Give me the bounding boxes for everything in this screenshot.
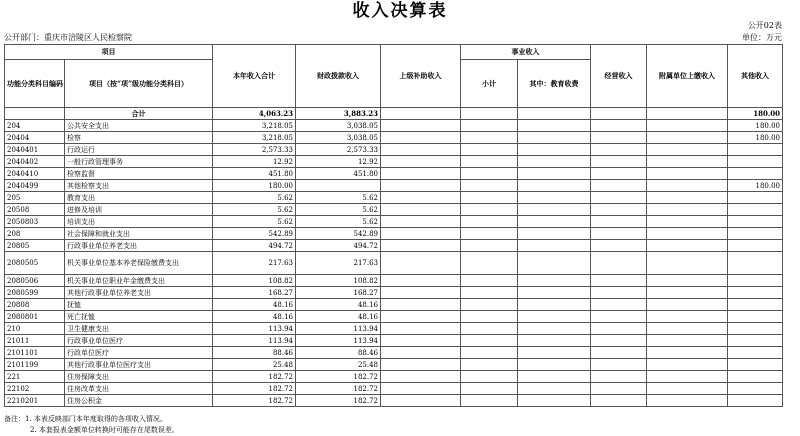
- cell-fiscal: 451.80: [296, 168, 381, 180]
- cell-affiliated: [647, 335, 728, 347]
- cell-fiscal: 542.89: [296, 228, 381, 240]
- cell-name: 合计: [65, 108, 213, 120]
- cell-operating: [591, 347, 647, 359]
- report-title: 收入决算表: [352, 1, 448, 21]
- cell-affiliated: [647, 383, 728, 395]
- cell-total-income: 451.80: [213, 168, 296, 180]
- header-total-income: 本年收入合计: [213, 45, 296, 108]
- cell-fiscal: 182.72: [296, 383, 381, 395]
- cell-superior: [381, 108, 461, 120]
- cell-operating: [591, 311, 647, 323]
- cell-operating: [591, 168, 647, 180]
- cell-total-income: 12.92: [213, 156, 296, 168]
- cell-name: 一般行政管理事务: [65, 156, 213, 168]
- cell-other: [728, 252, 783, 275]
- cell-business-education: [518, 323, 591, 335]
- cell-operating: [591, 180, 647, 192]
- cell-business-subtotal: [461, 311, 518, 323]
- cell-business-education: [518, 168, 591, 180]
- cell-name: 住房改革支出: [65, 383, 213, 395]
- cell-fiscal: 3,038.05: [296, 132, 381, 144]
- cell-business-subtotal: [461, 180, 518, 192]
- cell-superior: [381, 240, 461, 252]
- cell-business-education: [518, 228, 591, 240]
- table-row: [5, 252, 783, 275]
- cell-code: 2040410: [5, 168, 65, 180]
- table-row: [5, 156, 783, 168]
- cell-superior: [381, 228, 461, 240]
- cell-code: 22102: [5, 383, 65, 395]
- cell-other: 180.00: [728, 120, 783, 132]
- cell-business-subtotal: [461, 323, 518, 335]
- cell-other: [728, 371, 783, 383]
- cell-code: 21011: [5, 335, 65, 347]
- cell-superior: [381, 287, 461, 299]
- cell-operating: [591, 275, 647, 287]
- table-row: [5, 240, 783, 252]
- cell-code: 2080505: [5, 252, 65, 275]
- cell-business-education: [518, 335, 591, 347]
- cell-business-education: [518, 287, 591, 299]
- cell-fiscal: 182.72: [296, 371, 381, 383]
- cell-total-income: 494.72: [213, 240, 296, 252]
- cell-superior: [381, 144, 461, 156]
- cell-other: [728, 240, 783, 252]
- cell-total-income: 5.62: [213, 192, 296, 204]
- cell-name: 检察监督: [65, 168, 213, 180]
- cell-total-income: 182.72: [213, 371, 296, 383]
- table-row: [5, 371, 783, 383]
- cell-business-education: [518, 156, 591, 168]
- cell-affiliated: [647, 299, 728, 311]
- cell-total-income: 217.63: [213, 252, 296, 275]
- cell-name: 死亡抚恤: [65, 311, 213, 323]
- note-2: 2. 本套报表金额单位转换时可能存在尾数误差。: [30, 426, 179, 434]
- cell-name: 抚恤: [65, 299, 213, 311]
- cell-name: 培训支出: [65, 216, 213, 228]
- cell-name: 住房保障支出: [65, 371, 213, 383]
- cell-operating: [591, 204, 647, 216]
- cell-name: 其他行政事业单位医疗支出: [65, 359, 213, 371]
- cell-name: 机关事业单位基本养老保险缴费支出: [65, 252, 213, 275]
- cell-affiliated: [647, 108, 728, 120]
- cell-business-subtotal: [461, 144, 518, 156]
- cell-name: 其他行政事业单位养老支出: [65, 287, 213, 299]
- header-subtotal: 小计: [461, 60, 518, 108]
- header-project: 项目: [5, 45, 213, 60]
- cell-business-subtotal: [461, 120, 518, 132]
- cell-superior: [381, 180, 461, 192]
- cell-affiliated: [647, 120, 728, 132]
- unit-label: 单位：万元: [742, 33, 782, 42]
- cell-code: 20508: [5, 204, 65, 216]
- department-label: 公开部门：重庆市涪陵区人民检察院: [4, 33, 132, 42]
- header-superior: 上级补助收入: [381, 45, 461, 108]
- cell-code: 2101199: [5, 359, 65, 371]
- cell-affiliated: [647, 287, 728, 299]
- cell-name: 行政事业单位养老支出: [65, 240, 213, 252]
- cell-fiscal: 5.62: [296, 204, 381, 216]
- cell-business-subtotal: [461, 335, 518, 347]
- cell-other: [728, 156, 783, 168]
- cell-code: 221: [5, 371, 65, 383]
- cell-other: [728, 287, 783, 299]
- income-table: [4, 44, 783, 407]
- cell-business-subtotal: [461, 168, 518, 180]
- cell-total-income: 48.16: [213, 299, 296, 311]
- cell-superior: [381, 311, 461, 323]
- cell-business-education: [518, 132, 591, 144]
- cell-business-education: [518, 383, 591, 395]
- cell-affiliated: [647, 156, 728, 168]
- cell-name: 行政运行: [65, 144, 213, 156]
- cell-name: 公共安全支出: [65, 120, 213, 132]
- cell-affiliated: [647, 359, 728, 371]
- cell-total-income: 180.00: [213, 180, 296, 192]
- table-row: [5, 132, 783, 144]
- cell-affiliated: [647, 275, 728, 287]
- header-other: 其他收入: [728, 45, 783, 108]
- cell-fiscal: 88.46: [296, 347, 381, 359]
- cell-other: [728, 395, 783, 407]
- cell-name: 卫生健康支出: [65, 323, 213, 335]
- table-row: [5, 168, 783, 180]
- cell-other: [728, 383, 783, 395]
- cell-code: 2210201: [5, 395, 65, 407]
- cell-operating: [591, 132, 647, 144]
- cell-operating: [591, 144, 647, 156]
- cell-operating: [591, 359, 647, 371]
- cell-superior: [381, 275, 461, 287]
- cell-operating: [591, 299, 647, 311]
- table-row: [5, 204, 783, 216]
- cell-operating: [591, 240, 647, 252]
- cell-fiscal: 3,038.05: [296, 120, 381, 132]
- cell-total-income: 113.94: [213, 335, 296, 347]
- cell-business-subtotal: [461, 275, 518, 287]
- cell-business-education: [518, 371, 591, 383]
- cell-code: 2080506: [5, 275, 65, 287]
- header-code: 功能分类科目编码: [5, 60, 65, 108]
- cell-other: 180.00: [728, 180, 783, 192]
- cell-business-education: [518, 311, 591, 323]
- cell-affiliated: [647, 180, 728, 192]
- cell-affiliated: [647, 347, 728, 359]
- cell-business-subtotal: [461, 252, 518, 275]
- cell-code: 2040401: [5, 144, 65, 156]
- cell-superior: [381, 395, 461, 407]
- cell-business-subtotal: [461, 192, 518, 204]
- cell-operating: [591, 323, 647, 335]
- cell-business-education: [518, 347, 591, 359]
- cell-business-education: [518, 192, 591, 204]
- cell-code: [5, 108, 65, 120]
- cell-business-education: [518, 299, 591, 311]
- table-row: [5, 108, 783, 120]
- cell-other: [728, 144, 783, 156]
- table-row: [5, 323, 783, 335]
- table-row: [5, 228, 783, 240]
- cell-operating: [591, 252, 647, 275]
- cell-code: 208: [5, 228, 65, 240]
- cell-affiliated: [647, 252, 728, 275]
- cell-name: 检察: [65, 132, 213, 144]
- cell-business-subtotal: [461, 204, 518, 216]
- note-1: 备注：1. 本表反映部门本年度取得的各项收入情况。: [4, 415, 167, 423]
- table-row: [5, 311, 783, 323]
- cell-superior: [381, 383, 461, 395]
- cell-total-income: 88.46: [213, 347, 296, 359]
- cell-business-education: [518, 204, 591, 216]
- cell-business-education: [518, 252, 591, 275]
- cell-code: 2050803: [5, 216, 65, 228]
- cell-superior: [381, 371, 461, 383]
- cell-total-income: 5.62: [213, 204, 296, 216]
- cell-total-income: 168.27: [213, 287, 296, 299]
- cell-business-subtotal: [461, 132, 518, 144]
- cell-superior: [381, 204, 461, 216]
- cell-superior: [381, 156, 461, 168]
- cell-business-subtotal: [461, 228, 518, 240]
- cell-affiliated: [647, 371, 728, 383]
- cell-superior: [381, 120, 461, 132]
- cell-affiliated: [647, 323, 728, 335]
- cell-operating: [591, 108, 647, 120]
- header-fiscal: 财政拨款收入: [296, 45, 381, 108]
- cell-superior: [381, 359, 461, 371]
- cell-other: [728, 204, 783, 216]
- cell-fiscal: [296, 180, 381, 192]
- cell-other: [728, 216, 783, 228]
- cell-business-subtotal: [461, 383, 518, 395]
- cell-name: 其他检察支出: [65, 180, 213, 192]
- cell-affiliated: [647, 204, 728, 216]
- cell-affiliated: [647, 311, 728, 323]
- cell-business-education: [518, 359, 591, 371]
- cell-superior: [381, 192, 461, 204]
- cell-code: 2040499: [5, 180, 65, 192]
- cell-fiscal: 25.48: [296, 359, 381, 371]
- cell-business-education: [518, 144, 591, 156]
- table-row: [5, 216, 783, 228]
- cell-business-education: [518, 395, 591, 407]
- cell-code: 2101101: [5, 347, 65, 359]
- cell-business-subtotal: [461, 359, 518, 371]
- table-row: [5, 180, 783, 192]
- cell-operating: [591, 287, 647, 299]
- cell-total-income: 182.72: [213, 395, 296, 407]
- cell-superior: [381, 132, 461, 144]
- header-operating: 经营收入: [591, 45, 647, 108]
- table-row: [5, 383, 783, 395]
- cell-affiliated: [647, 192, 728, 204]
- cell-superior: [381, 347, 461, 359]
- cell-operating: [591, 383, 647, 395]
- cell-fiscal: 3,883.23: [296, 108, 381, 120]
- cell-operating: [591, 120, 647, 132]
- cell-other: [728, 311, 783, 323]
- cell-code: 2080801: [5, 311, 65, 323]
- cell-affiliated: [647, 216, 728, 228]
- cell-operating: [591, 216, 647, 228]
- cell-operating: [591, 192, 647, 204]
- cell-business-education: [518, 180, 591, 192]
- cell-business-education: [518, 216, 591, 228]
- cell-affiliated: [647, 240, 728, 252]
- cell-name: 行政单位医疗: [65, 347, 213, 359]
- cell-code: 2080599: [5, 287, 65, 299]
- cell-total-income: 108.82: [213, 275, 296, 287]
- cell-business-subtotal: [461, 216, 518, 228]
- cell-name: 进修及培训: [65, 204, 213, 216]
- cell-operating: [591, 156, 647, 168]
- cell-total-income: 3,218.05: [213, 132, 296, 144]
- cell-business-subtotal: [461, 371, 518, 383]
- cell-other: [728, 228, 783, 240]
- cell-other: [728, 168, 783, 180]
- cell-business-education: [518, 240, 591, 252]
- cell-name: 社会保障和就业支出: [65, 228, 213, 240]
- cell-affiliated: [647, 132, 728, 144]
- header-business: 事业收入: [461, 45, 591, 60]
- cell-other: 180.00: [728, 132, 783, 144]
- cell-operating: [591, 395, 647, 407]
- cell-fiscal: 2,573.33: [296, 144, 381, 156]
- cell-fiscal: 48.16: [296, 311, 381, 323]
- cell-code: 205: [5, 192, 65, 204]
- header-affiliated: 附属单位上缴收入: [647, 45, 728, 108]
- cell-business-subtotal: [461, 395, 518, 407]
- cell-code: 204: [5, 120, 65, 132]
- cell-business-subtotal: [461, 299, 518, 311]
- cell-name: 行政事业单位医疗: [65, 335, 213, 347]
- cell-affiliated: [647, 144, 728, 156]
- table-row: [5, 120, 783, 132]
- cell-superior: [381, 216, 461, 228]
- table-row: [5, 347, 783, 359]
- cell-fiscal: 5.62: [296, 192, 381, 204]
- cell-total-income: 542.89: [213, 228, 296, 240]
- cell-total-income: 25.48: [213, 359, 296, 371]
- table-row: [5, 192, 783, 204]
- table-row: [5, 144, 783, 156]
- cell-operating: [591, 371, 647, 383]
- cell-operating: [591, 228, 647, 240]
- table-row: [5, 395, 783, 407]
- cell-name: 机关事业单位职业年金缴费支出: [65, 275, 213, 287]
- cell-fiscal: 494.72: [296, 240, 381, 252]
- cell-other: [728, 275, 783, 287]
- cell-total-income: 113.94: [213, 323, 296, 335]
- cell-code: 210: [5, 323, 65, 335]
- cell-affiliated: [647, 395, 728, 407]
- table-row: [5, 275, 783, 287]
- cell-business-subtotal: [461, 240, 518, 252]
- cell-fiscal: 5.62: [296, 216, 381, 228]
- cell-fiscal: 182.72: [296, 395, 381, 407]
- cell-business-subtotal: [461, 287, 518, 299]
- cell-total-income: 48.16: [213, 311, 296, 323]
- cell-other: 180.00: [728, 108, 783, 120]
- form-number: 公开02表: [747, 21, 782, 30]
- cell-fiscal: 12.92: [296, 156, 381, 168]
- cell-code: 2040402: [5, 156, 65, 168]
- cell-fiscal: 113.94: [296, 323, 381, 335]
- cell-total-income: 2,573.33: [213, 144, 296, 156]
- cell-business-education: [518, 120, 591, 132]
- cell-code: 20805: [5, 240, 65, 252]
- cell-business-education: [518, 108, 591, 120]
- cell-other: [728, 299, 783, 311]
- cell-superior: [381, 252, 461, 275]
- cell-code: 20404: [5, 132, 65, 144]
- cell-operating: [591, 335, 647, 347]
- cell-other: [728, 347, 783, 359]
- cell-business-subtotal: [461, 156, 518, 168]
- cell-other: [728, 192, 783, 204]
- cell-name: 教育支出: [65, 192, 213, 204]
- table-row: [5, 299, 783, 311]
- header-education: 其中：教育收费: [518, 60, 591, 108]
- cell-fiscal: 108.82: [296, 275, 381, 287]
- cell-total-income: 4,063.23: [213, 108, 296, 120]
- cell-other: [728, 323, 783, 335]
- cell-affiliated: [647, 228, 728, 240]
- cell-superior: [381, 299, 461, 311]
- table-row: [5, 287, 783, 299]
- table-row: [5, 359, 783, 371]
- table-row: [5, 335, 783, 347]
- cell-fiscal: 113.94: [296, 335, 381, 347]
- cell-code: 20808: [5, 299, 65, 311]
- cell-fiscal: 48.16: [296, 299, 381, 311]
- cell-total-income: 3,218.05: [213, 120, 296, 132]
- cell-fiscal: 217.63: [296, 252, 381, 275]
- cell-name: 住房公积金: [65, 395, 213, 407]
- cell-superior: [381, 168, 461, 180]
- cell-business-subtotal: [461, 108, 518, 120]
- cell-total-income: 182.72: [213, 383, 296, 395]
- cell-superior: [381, 323, 461, 335]
- header-name: 项目（按“项”级功能分类科目）: [65, 60, 213, 108]
- cell-business-education: [518, 275, 591, 287]
- cell-total-income: 5.62: [213, 216, 296, 228]
- cell-other: [728, 335, 783, 347]
- cell-superior: [381, 335, 461, 347]
- cell-business-subtotal: [461, 347, 518, 359]
- cell-fiscal: 168.27: [296, 287, 381, 299]
- cell-affiliated: [647, 168, 728, 180]
- notes: [4, 414, 179, 436]
- cell-other: [728, 359, 783, 371]
